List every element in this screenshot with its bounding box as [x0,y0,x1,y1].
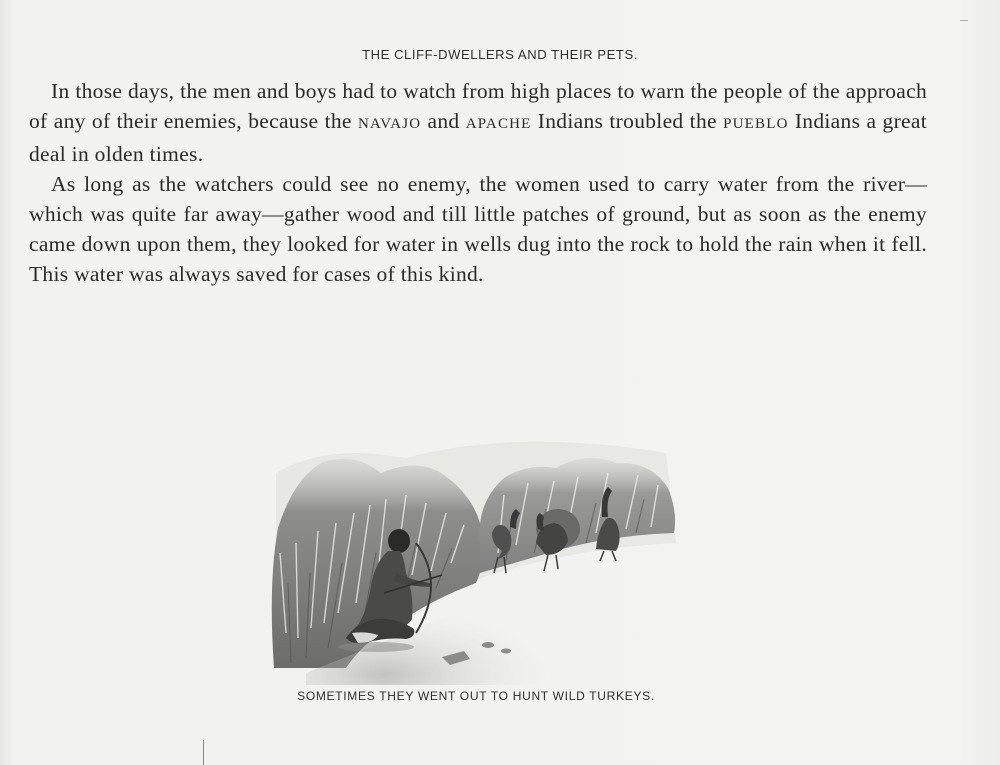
stone-3 [501,649,511,654]
right-brush [480,458,676,573]
hunter-shadow [338,642,414,652]
body-text [29,76,927,289]
small-caps-apache: APACHE [465,116,532,132]
page-corner-mark [960,20,968,21]
paragraph-2: As long as the watchers could see no enemy, the women used to carry water from the river—which was quite far away—gather wood and till little patches of ground, but as soon as the enemy came down upon them, they looked for water in wells dug into the rock to hold the rain when it fell. This water was always saved for cases of this kind. [29,172,927,286]
page-scratch-mark [203,740,204,765]
illustration-turkey-hunt [266,433,686,685]
running-head: THE CLIFF-DWELLERS AND THEIR PETS. [362,47,638,62]
small-caps-pueblo: PUEBLO [723,116,789,132]
turkey-fanned [536,509,580,571]
stone-2 [482,642,494,648]
paragraph-1: In those days, the men and boys had to watch from high places to warn the people of the approach of any of their enemies, because the NAVAJO and APACHE Indians troubled the PUEBLO Indians a great deal in olden times. [29,79,928,166]
hunter-head [388,529,410,553]
small-caps-navajo: NAVAJO [357,116,422,132]
illustration-caption: SOMETIMES THEY WENT OUT TO HUNT WILD TURKEYS. [297,689,655,703]
